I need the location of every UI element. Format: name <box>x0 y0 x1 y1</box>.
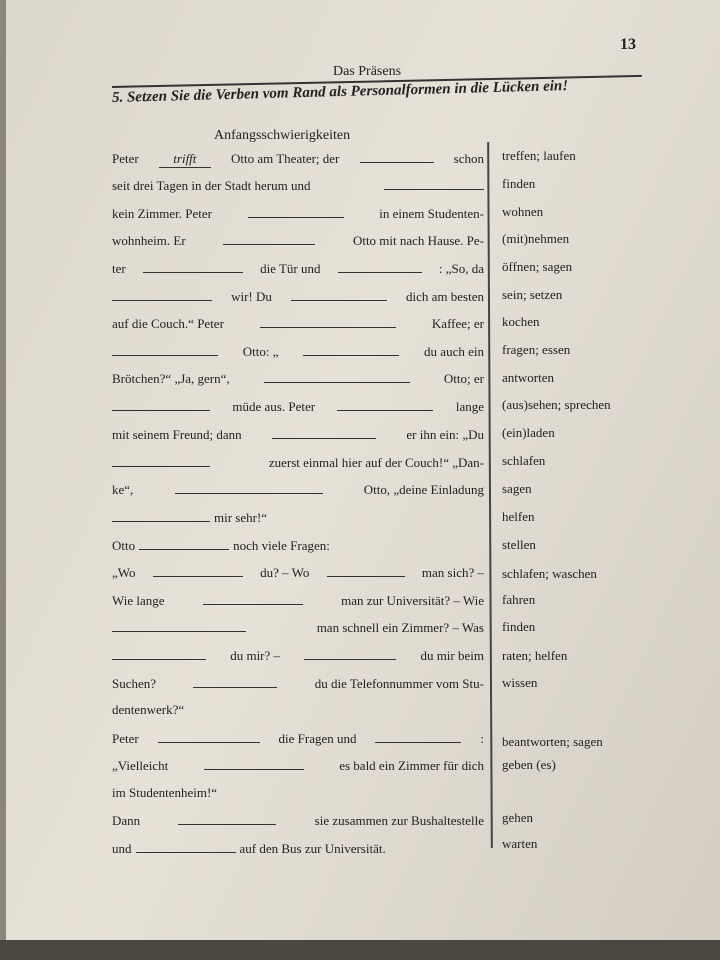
text-segment: du? – Wo <box>260 565 310 580</box>
text-segment: : „So, da <box>438 261 484 276</box>
answer-blank[interactable] <box>112 619 246 632</box>
text-segment: auf die Couch.“ Peter <box>112 316 224 331</box>
margin-verb: schlafen; waschen <box>502 566 597 581</box>
text-segment: kein Zimmer. Peter <box>112 206 213 221</box>
text-line <box>112 785 484 801</box>
text-line <box>112 619 484 636</box>
margin-verb: fragen; essen <box>502 342 571 357</box>
page-number: 13 <box>620 36 636 53</box>
text-segment: man sich? – <box>421 565 484 580</box>
text-segment: ter <box>112 261 126 276</box>
text-segment: „Wo <box>112 565 136 580</box>
margin-verb: gehen <box>502 810 534 825</box>
text-segment: es bald ein Zimmer für dich <box>339 758 484 773</box>
answer-blank[interactable] <box>112 647 206 660</box>
text-segment: wir! Du <box>231 289 272 304</box>
margin-verb: wohnen <box>502 204 544 219</box>
text-line <box>112 537 484 554</box>
text-segment: zuerst einmal hier auf der Couch!“ „Dan- <box>268 455 484 470</box>
text-segment: du mir? – <box>230 648 281 663</box>
text-segment: : <box>480 731 484 746</box>
text-subtitle: Anfangsschwierigkeiten <box>214 128 351 143</box>
text-line <box>112 205 484 222</box>
margin-verb: warten <box>502 836 538 851</box>
text-segment: Brötchen?“ „Ja, gern“, <box>112 371 230 386</box>
text-segment: wohnheim. Er <box>112 233 186 248</box>
text-segment: Otto am Theater; der <box>230 151 340 166</box>
text-line <box>112 730 484 747</box>
text-segment: dentenwerk?“ <box>112 702 185 717</box>
answer-blank[interactable] <box>153 564 243 577</box>
text-line <box>112 260 484 277</box>
margin-verb: geben (es) <box>502 757 556 772</box>
text-segment: Otto <box>112 538 136 553</box>
answer-blank[interactable] <box>272 426 376 439</box>
margin-verb: helfen <box>502 509 535 524</box>
answer-blank[interactable] <box>375 730 461 743</box>
margin-verb: (aus)sehen; sprechen <box>502 397 611 412</box>
text-segment: mir sehr!“ <box>214 510 268 525</box>
margin-verb: antworten <box>502 370 554 385</box>
margin-verb: sein; setzen <box>502 287 563 302</box>
margin-verb: finden <box>502 619 536 634</box>
text-segment: du auch ein <box>424 344 484 359</box>
margin-verb: finden <box>502 176 536 191</box>
answer-blank[interactable] <box>203 592 303 605</box>
text-segment: Otto mit nach Hause. Pe- <box>352 233 484 248</box>
text-line <box>112 288 484 305</box>
text-line <box>112 481 484 498</box>
text-segment: Otto, „deine Einladung <box>363 482 484 497</box>
text-line <box>112 647 484 664</box>
text-segment: seit drei Tagen in der Stadt herum und <box>112 178 311 193</box>
answer-blank[interactable] <box>337 398 433 411</box>
answer-blank[interactable] <box>248 205 344 218</box>
margin-verb: stellen <box>502 537 536 552</box>
answer-blank[interactable] <box>175 481 323 494</box>
margin-verb: fahren <box>502 592 536 607</box>
answer-blank[interactable] <box>158 730 260 743</box>
text-line <box>112 675 484 692</box>
text-segment: Peter <box>112 731 139 746</box>
text-segment: im Studentenheim!“ <box>112 785 218 800</box>
answer-blank[interactable] <box>291 288 387 301</box>
answer-blank[interactable] <box>303 343 399 356</box>
answer-blank[interactable] <box>204 757 304 770</box>
text-segment: mit seinem Freund; dann <box>112 427 242 442</box>
margin-verb: öffnen; sagen <box>502 259 573 274</box>
text-segment: Kaffee; er <box>431 316 484 331</box>
answer-blank[interactable] <box>112 509 210 522</box>
text-line <box>112 232 484 249</box>
margin-verb: (mit)nehmen <box>502 231 570 246</box>
text-line <box>112 454 484 471</box>
answer-blank[interactable] <box>143 260 243 273</box>
answer-blank[interactable] <box>260 315 396 328</box>
text-segment: Otto; er <box>443 371 484 386</box>
text-line <box>112 564 484 581</box>
answer-blank[interactable] <box>223 232 315 245</box>
answer-blank[interactable] <box>327 564 405 577</box>
text-segment: noch viele Fragen: <box>233 538 330 553</box>
margin-verb: schlafen <box>502 453 546 468</box>
text-segment: Wie lange <box>112 593 165 608</box>
margin-verb: treffen; laufen <box>502 148 576 163</box>
answer-blank[interactable] <box>384 177 484 190</box>
text-segment: sie zusammen zur Bushaltestelle <box>314 813 484 828</box>
text-segment: und <box>112 841 132 856</box>
answer-blank[interactable] <box>112 398 210 411</box>
text-segment: schon <box>453 151 484 166</box>
text-line <box>112 426 484 443</box>
page-bottom-edge <box>0 940 720 960</box>
text-segment: die Tür und <box>260 261 321 276</box>
text-line <box>112 150 484 168</box>
text-line <box>112 812 484 829</box>
text-line <box>112 702 484 718</box>
text-segment: müde aus. Peter <box>232 399 316 414</box>
text-line <box>112 343 484 360</box>
text-segment: du die Telefonnummer vom Stu- <box>314 676 484 691</box>
text-segment: er ihn ein: „Du <box>406 427 484 442</box>
answer-blank[interactable] <box>112 343 218 356</box>
margin-verb: kochen <box>502 314 540 329</box>
text-segment: Suchen? <box>112 676 157 691</box>
answer-blank[interactable] <box>178 812 276 825</box>
text-segment: in einem Studenten- <box>379 206 484 221</box>
text-segment: Otto: „ <box>242 344 279 359</box>
text-segment: lange <box>455 399 484 414</box>
answer-blank[interactable]: trifft <box>159 151 211 168</box>
text-line <box>112 840 484 857</box>
answer-blank[interactable] <box>139 537 229 550</box>
text-segment: „Vielleicht <box>112 758 169 773</box>
text-segment: man schnell ein Zimmer? – Was <box>316 620 484 635</box>
text-segment: auf den Bus zur Universität. <box>239 841 386 856</box>
text-segment: man zur Universität? – Wie <box>341 593 484 608</box>
text-line <box>112 592 484 609</box>
exercise-title: 5. Setzen Sie die Verben vom Rand als Personalformen in die Lücken ein! <box>111 78 569 106</box>
text-segment: die Fragen und <box>278 731 357 746</box>
answer-blank[interactable] <box>193 675 277 688</box>
answer-blank[interactable] <box>112 454 210 467</box>
answer-blank[interactable] <box>136 840 236 853</box>
answer-blank[interactable] <box>304 647 396 660</box>
text-segment: dich am besten <box>405 289 484 304</box>
answer-blank[interactable] <box>338 260 422 273</box>
text-line <box>112 398 484 415</box>
answer-blank[interactable] <box>264 370 410 383</box>
text-segment: Peter <box>112 151 139 166</box>
answer-blank[interactable] <box>112 288 212 301</box>
text-line <box>112 177 484 194</box>
text-line <box>112 509 484 526</box>
text-line <box>112 315 484 332</box>
margin-verb: raten; helfen <box>502 648 568 663</box>
text-line <box>112 757 484 774</box>
margin-verb: sagen <box>502 481 532 496</box>
text-segment: Dann <box>112 813 141 828</box>
answer-blank[interactable] <box>360 150 434 163</box>
margin-verb: (ein)laden <box>502 425 555 440</box>
text-segment: ke“, <box>112 482 134 497</box>
text-segment: du mir beim <box>420 648 484 663</box>
text-line <box>112 370 484 387</box>
margin-verb: wissen <box>502 675 538 690</box>
margin-verb: beantworten; sagen <box>502 734 603 749</box>
chapter-title: Das Präsens <box>333 64 402 79</box>
